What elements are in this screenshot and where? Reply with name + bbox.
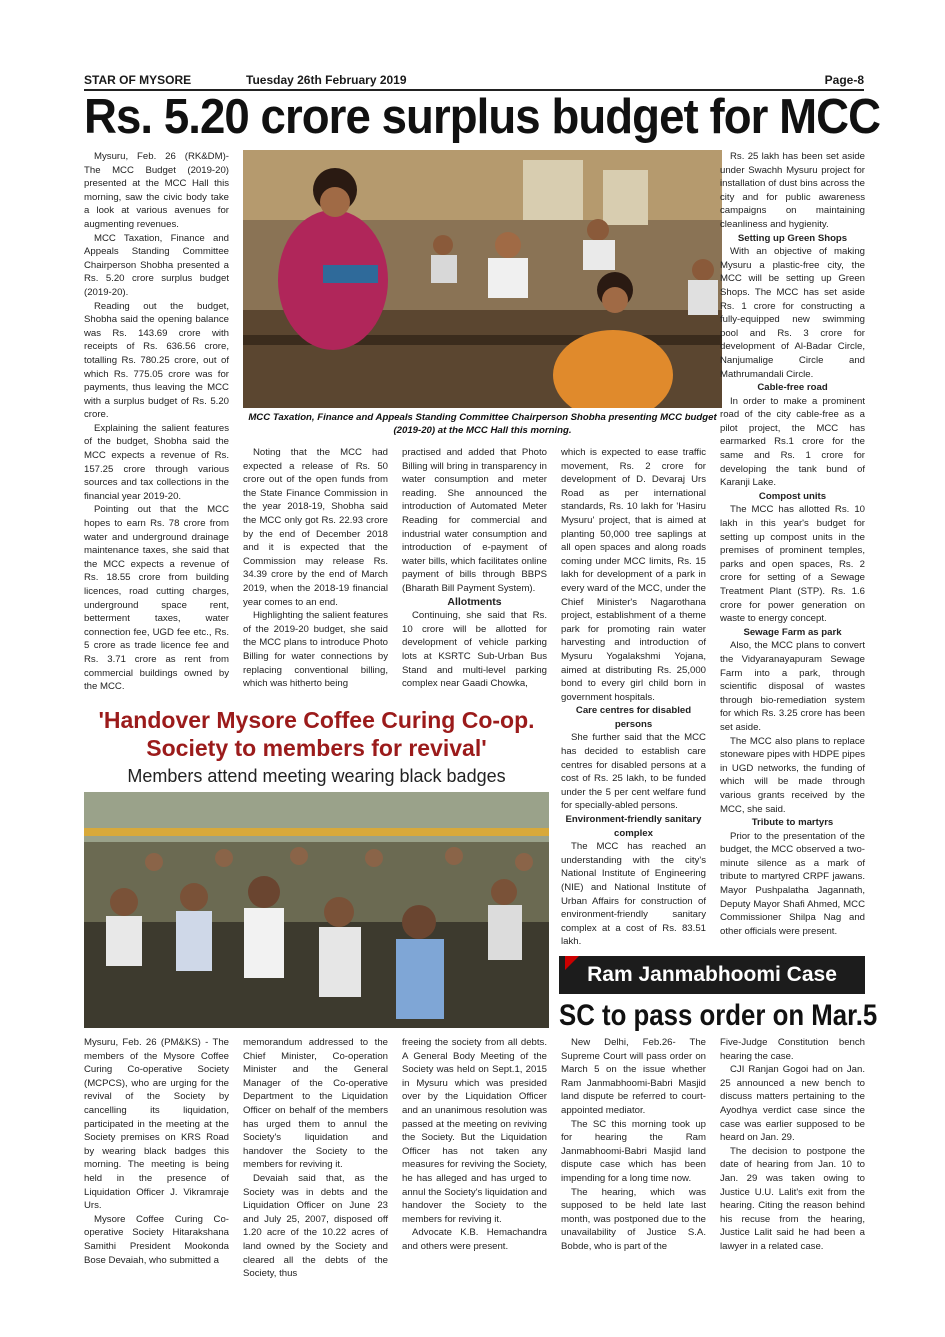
ram-column-1 xyxy=(561,1036,706,1254)
lead-col5-para: Prior to the presentation of the budget, the MCC observed a two-minute silence as a mark of tribute to martyred CRPF jawans. Mayor Pushpalatha Jagannath, Deputy Mayor Shafi Ahmed, MCC Commissioner Shilpa Nag and other officials were present. xyxy=(720,830,865,937)
coffee-column-2 xyxy=(243,1036,388,1281)
lead-col5-subhead: Sewage Farm as park xyxy=(743,626,842,638)
lead-photo-caption: MCC Taxation, Finance and Appeals Standing Committee Chairperson Shobha presenting MCC budget (2019-20) at the MCC Hall this morning. xyxy=(248,412,717,436)
coffee-col2-para: Devaiah said that, as the Society was in debts and the Liquidation Officer on June 23 and July 25, 2007, disposed off 1.20 acre of the 10.22 acres of land owned by the Society and cleared all the debts of the Society, thus xyxy=(243,1172,388,1280)
ram-column-2 xyxy=(720,1036,865,1254)
coffee-col1-para: Mysore Coffee Curing Co-operative Society Hitarakshana Samithi President Mookonda Bose Devaiah, who submitted a xyxy=(84,1213,229,1266)
coffee-photo xyxy=(84,792,549,1028)
lead-col4-para: which is expected to ease traffic movement, Rs. 2 crore for development of D. Devaraj Urs Road as per international standards, Rs. 10 lakh for 'Hasiru Mysuru' project, that is aimed at planting 50,000 tree saplings at all open spaces and along roads coming under MCC limits, Rs. 15 lakh for development of a park in every ward of the MCC, under the Chief Minister's Nagarothana project, establishment of a theme park for promoting rain water harvesting and introduction of Mysuru Yogalakshmi Yojana, aimed at distributing Rs. 25,000 bond to every girl child born in government hospitals. xyxy=(561,447,706,703)
lead-column-4 xyxy=(561,446,706,949)
lead-col1-para: MCC Taxation, Finance and Appeals Standing Committee Chairperson Shobha presented a Rs. 5.20 crore surplus budget (2019-20). xyxy=(84,232,229,298)
lead-col5-subhead: Compost units xyxy=(758,490,827,502)
coffee-col1-para: Mysuru, Feb. 26 (PM&KS) - The members of the Mysore Coffee Curing Co-operative Society (MCPCS), who are urging for the revival of the Society by cancelling its liquidation, participated in the meeting at the Society premises on KRS Road by wearing black badges this morning. The meeting is being held in the presence of Liquidation Officer J. Vikramraje Urs. xyxy=(84,1037,229,1212)
ram-col2-para: The decision to postpone the date of hearing from Jan. 10 to Jan. 29 was taken owing to Justice U.U. Lalit's exit from the hearing. Citing the reason behind his recuse from the hearing, Justice Lalit said he had been a lawyer in a related case. xyxy=(720,1145,865,1252)
lead-col3-para: practised and added that Photo Billing will bring in transparency in water consumption and meter reading. She announced the introduction of Automated Meter Reading for commercial and industrial water consumption and introduction of e-payment of water bills, which facilitates online payment of bills through BBPS (Bharath Bill Payment System). xyxy=(402,447,547,594)
lead-column-1 xyxy=(84,150,229,694)
coffee-headline: 'Handover Mysore Coffee Curing Co-op. Society to members for revival' xyxy=(98,707,535,761)
lead-col1-para: Pointing out that the MCC hopes to earn Rs. 78 crore from water and underground drainage maintenance taxes, she said that the MCC expects a revenue of Rs. 18.55 crore from building licences, road cutting charges, underground space rent, betterment taxes, water connection fee, UGD fee etc., Rs. 5 crore as trade licence fee and Rs. 3.71 crore as rent from commercial buildings owned by the MCC. xyxy=(84,504,229,693)
lead-col5-subhead: Cable-free road xyxy=(757,382,828,394)
lead-headline: Rs. 5.20 crore surplus budget for MCC xyxy=(84,90,881,144)
lead-col3-para: Continuing, she said that Rs. 10 crore will be allotted for development of vehicle parking lots at KSRTC Sub-Urban Bus Stand and multi-level parking complex near Gaadi Chowka, xyxy=(402,610,547,690)
masthead xyxy=(84,73,864,89)
coffee-col3-para: Advocate K.B. Hemachandra and others were present. xyxy=(402,1227,547,1252)
ram-col2-para: Five-Judge Constitution bench hearing the case. xyxy=(720,1037,865,1062)
coffee-col2-para: memorandum addressed to the Chief Minister, Co-operation Minister and the General Manager of the Co-operative Department to the Liquidation Officer on behalf of the members has urged them to annul the Society's liquidation and handover the Society to the members for reviving it. xyxy=(243,1037,388,1171)
lead-column-3 xyxy=(402,446,547,691)
lead-col5-para: In order to make a prominent road of the city cable-free as a pilot project, the MCC has earmarked Rs.1 crore for the same and Rs. 1 crore for developing the tank bund of Karanji Lake. xyxy=(720,395,865,489)
lead-col2-para: Noting that the MCC had expected a release of Rs. 50 crore out of the open funds from the State Finance Commission in the year 2018-19, Shobha said the MCC only got Rs. 22.93 crore by the end of December 2018 and it is expected that the Commission may release Rs. 34.39 crore by the end of March 2019, when the 2018-19 financial year comes to an end. xyxy=(243,447,388,608)
masthead-page-number: Page-8 xyxy=(824,73,864,87)
ram-col1-para: The SC this morning took up for hearing the Ram Janmabhoomi-Babri Masjid land dispute case which has been impending for a long time now. xyxy=(561,1118,706,1184)
lead-col5-para: Rs. 25 lakh has been set aside under Swachh Mysuru project for installation of dust bins across the city and for public awareness campaigns on maintaining cleanliness and hygienity. xyxy=(720,151,865,230)
ram-col1-para: New Delhi, Feb.26- The Supreme Court will pass order on March 5 on the issue whether Ram Janmabhoomi-Babri Masjid land dispute be referred to court-appointed mediator. xyxy=(561,1037,706,1116)
ram-col1-para: The hearing, which was supposed to be held late last month, was postponed due to the unavailability of Justice S.A. Bobde, who is part of the xyxy=(561,1186,706,1252)
lead-col5-subhead: Setting up Green Shops xyxy=(737,232,848,244)
lead-col5-para: With an objective of making Mysuru a plastic-free city, the MCC will be setting up Green Shops. The MCC has set aside Rs. 1 crore for constructing a fully-equipped new swimming pool and Rs. 3 crore for development of Al-Badar Circle, Nanjumalige Circle and Mathrumandali Circle. xyxy=(720,246,865,380)
coffee-col3-para: freeing the society from all debts. A General Body Meeting of the Society was held on Sept.1, 2015 in Mysuru which was presided over by the Liquidation Officer and an unanimous resolution was passed at the meeting on reviving the Society. But the Liquidation Officer has not taken any measures for reviving the Society, he has alleged and has urged to annul the Society's liquidation and handover the Society to the members for reviving it. xyxy=(402,1037,547,1225)
masthead-date: Tuesday 26th February 2019 xyxy=(246,73,407,87)
lead-col1-para: Explaining the salient features of the budget, Shobha said the MCC expects a revenue of Rs. 157.25 crore through various sources and tax collections in the financial year 2019-20. xyxy=(84,422,229,502)
masthead-paper-name: STAR OF MYSORE xyxy=(84,73,192,87)
coffee-column-1 xyxy=(84,1036,229,1267)
ram-headline: SC to pass order on Mar.5 xyxy=(559,999,878,1032)
lead-col4-para: She further said that the MCC has decided to establish care centres for disabled persons at a cost of Rs. 25 lakh, to be funded under the 5 per cent welfare fund for specially-abled persons. xyxy=(561,732,706,812)
lead-column-2 xyxy=(243,446,388,691)
lead-col5-para: Also, the MCC plans to convert the Vidyaranayapuram Sewage Farm into a park, through scientific disposal of wastes through bio-remediation system for which Rs. 3.25 crore has been set aside. xyxy=(720,640,865,733)
lead-col4-subhead: Care centres for disabled persons xyxy=(575,705,692,730)
lead-col5-para: The MCC has allotted Rs. 10 lakh in this year's budget for setting up compost units in the premises of prominent temples, parks and open spaces, Rs. 2 crore for setting of a Sewage Treatment Plant (STP). Rs. 1.6 crore for power generation on waste to energy concept. xyxy=(720,504,865,625)
lead-col1-para: Reading out the budget, Shobha said the opening balance was Rs. 143.69 crore with receipts of Rs. 636.56 crore, totalling Rs. 780.25 crore, out of which Rs. 775.05 crore was for payments, thus leaving the MCC with a surplus budget of Rs. 5.20 crore. xyxy=(84,300,229,421)
lead-col1-para: Mysuru, Feb. 26 (RK&DM)- The MCC Budget (2019-20) presented at the MCC Hall this morning, saw the civic body take a look at various avenues for augmenting revenues. xyxy=(84,151,229,230)
ram-col2-para: CJI Ranjan Gogoi had on Jan. 25 announced a new bench to discuss matters pertaining to the Ayodhya verdict case since the case was earlier supposed to be heard on Jan. 29. xyxy=(720,1064,865,1144)
meeting-audience-photo xyxy=(84,792,549,1028)
coffee-deck: Members attend meeting wearing black badges xyxy=(127,766,506,786)
ram-band-title: Ram Janmabhoomi Case xyxy=(587,963,837,986)
lead-col5-para: The MCC also plans to replace stoneware pipes with HDPE pipes in UGD networks, the funding of which will be made through various grants received by the MCC, she said. xyxy=(720,735,865,815)
budget-presentation-photo xyxy=(243,150,722,408)
lead-col4-subhead: Environment-friendly sanitary complex xyxy=(565,814,702,839)
lead-col4-para: The MCC has reached an understanding with the city's National Institute of Engineering (NIE) and National Institute of Urban Affairs for construction of environment-friendly sanitary complex at a cost of Rs. 83.51 lakh. xyxy=(561,841,706,948)
lead-col5-subhead: Tribute to martyrs xyxy=(751,817,834,829)
lead-col2-para: Highlighting the salient features of the 2019-20 budget, she said the MCC plans to introduce Photo Billing for water connections by replacing conventional billing, which was hitherto being xyxy=(243,610,388,690)
coffee-column-3 xyxy=(402,1036,547,1254)
lead-col3-subhead: Allotments xyxy=(447,595,502,608)
lead-photo xyxy=(243,150,722,408)
lead-column-5 xyxy=(720,150,865,938)
